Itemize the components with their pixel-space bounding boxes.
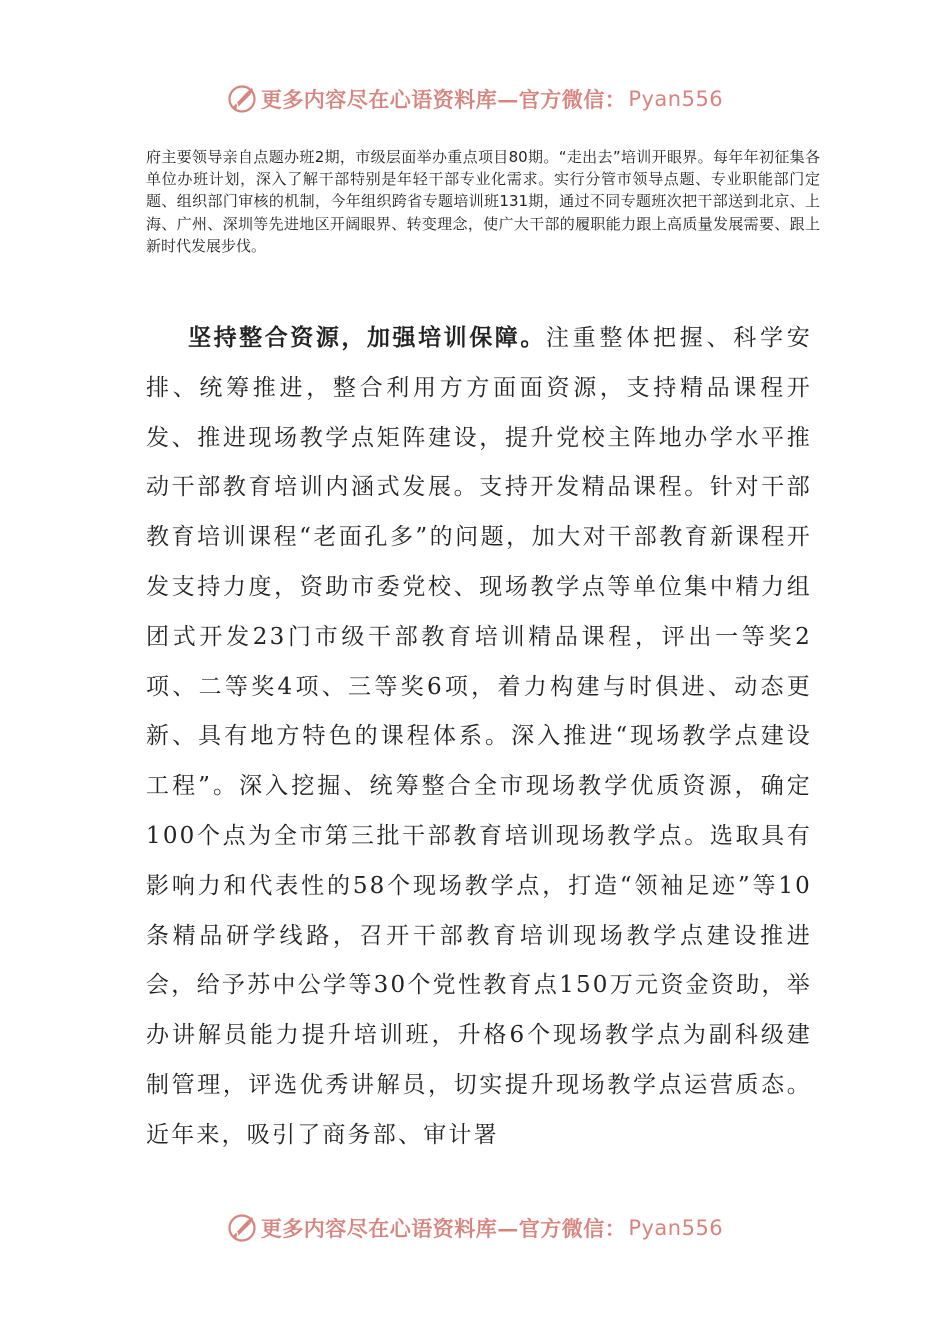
quill-logo-icon	[227, 84, 257, 114]
watermark-text: 更多内容尽在心语资料库—官方微信：	[260, 1216, 627, 1241]
body-paragraph-main	[146, 314, 812, 1161]
section-body-text: 注重整体把握、科学安排、统筹推进，整合利用方方面面资源，支持精品课程开发、推进现场教学点矩阵建设，提升党校主阵地办学水平推动干部教育培训内涵式发展。支持开发精品课程。针对干部教育培训课程“老面孔多”的问题，加大对干部教育新课程开发支持力度，资助市委党校、现场教学点等单位集中精力组团式开发23门市级干部教育培训精品课程，评出一等奖2项、二等奖4项、三等奖6项，着力构建与时俱进、动态更新、具有地方特色的课程体系。深入推进“现场教学点建设工程”。深入挖掘、统筹整合全市现场教学优质资源，确定100个点为全市第三批干部教育培训现场教学点。选取具有影响力和代表性的58个现场教学点，打造“领袖足迹”等10条精品研学线路，召开干部教育培训现场教学点建设推进会，给予苏中公学等30个党性教育点150万元资金资助，举办讲解员能力提升培训班，升格6个现场教学点为副科级建制管理，评选优秀讲解员，切实提升现场教学点运营质态。近年来，吸引了商务部、审计署	[146, 325, 813, 1148]
watermark-text: 更多内容尽在心语资料库—官方微信：	[260, 87, 627, 112]
watermark-handle: Pyan556	[628, 87, 724, 111]
header-watermark	[0, 84, 950, 114]
footer-watermark	[0, 1213, 950, 1243]
section-lead-heading: 坚持整合资源，加强培训保障。	[188, 325, 546, 351]
body-paragraph-small: 府主要领导亲自点题办班2期，市级层面举办重点项目80期。“走出去”培训开眼界。每年年初征集各单位办班计划，深入了解干部特别是年轻干部专业化需求。实行分管市领导点题、专业职能部门定题、组织部门审核的机制，今年组织跨省专题培训班131期，通过不同专题班次把干部送到北京、上海、广州、深圳等先进地区开阔眼界、转变理念，使广大干部的履职能力跟上高质量发展需要、跟上新时代发展步伐。	[146, 148, 820, 255]
quill-logo-icon	[227, 1213, 257, 1243]
watermark-handle: Pyan556	[628, 1216, 724, 1240]
